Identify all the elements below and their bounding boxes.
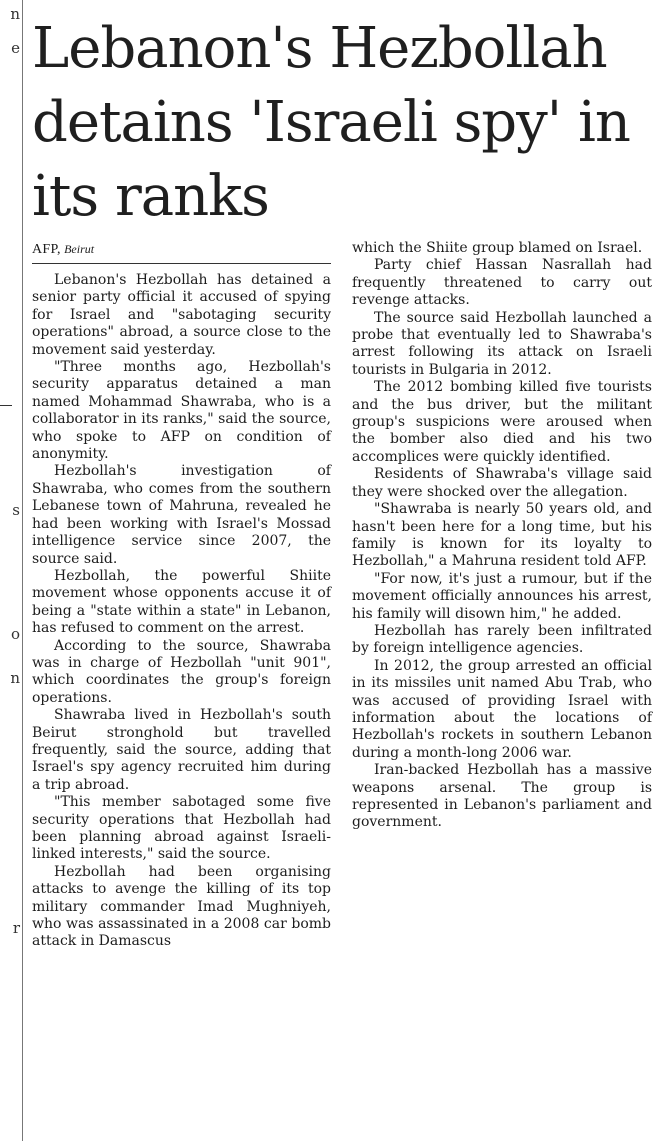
body-paragraph: Party chief Hassan Nasrallah had frequently threatened to carry out revenge attacks. bbox=[352, 257, 652, 309]
body-paragraph: Hezbollah had been organising attacks to avenge the killing of its top military commander Imad Mughniyeh, who was assassinated in a 2008 car bomb attack in Damascus bbox=[32, 863, 331, 950]
body-paragraph: Hezbollah's investigation of Shawraba, who comes from the southern Lebanese town of Mahruna, revealed he had been working with Israel's Mossad intelligence service since 2007, the source said. bbox=[32, 463, 331, 567]
edge-letter: n bbox=[10, 5, 20, 23]
byline bbox=[32, 238, 331, 264]
body-paragraph: The 2012 bombing killed five tourists and the bus driver, but the militant group's suspicions were aroused when the bomber also died and his two accomplices were quickly identified. bbox=[352, 379, 652, 465]
adjacent-column-fragment bbox=[0, 0, 23, 1141]
body-paragraph: Lebanon's Hezbollah has detained a senior party official it accused of spying for Israel and "sabotaging security operations" abroad, a source close to the movement said yesterday. bbox=[32, 272, 331, 358]
body-paragraph: Iran-backed Hezbollah has a massive weapons arsenal. The group is represented in Lebanon's parliament and government. bbox=[352, 762, 652, 831]
edge-letter: s bbox=[12, 501, 20, 519]
body-paragraph: "Three months ago, Hezbollah's security apparatus detained a man named Mohammad Shawraba, who is a collaborator in its ranks," said the source, who spoke to AFP on condition of anonymity. bbox=[32, 359, 331, 463]
headline: Lebanon's Hezbollah detains 'Israeli spy' in its ranks bbox=[32, 16, 630, 229]
byline-dateline: Beirut bbox=[64, 242, 95, 256]
edge-letter: o bbox=[10, 625, 20, 643]
body-paragraph: Shawraba lived in Hezbollah's south Beirut stronghold but travelled frequently, said the source, adding that Israel's spy agency recruited him during a trip abroad. bbox=[32, 707, 331, 793]
body-paragraph: Residents of Shawraba's village said they were shocked over the allegation. bbox=[352, 466, 652, 500]
body-paragraph: "This member sabotaged some five security operations that Hezbollah had been planning abroad against Israeli-linked interests," said the source. bbox=[32, 794, 331, 863]
edge-letter: r bbox=[12, 919, 20, 937]
edge-letter: e bbox=[11, 39, 20, 57]
body-paragraph: "Shawraba is nearly 50 years old, and hasn't been here for a long time, but his family is known for its loyalty to Hezbollah," a Mahruna resident told AFP. bbox=[352, 501, 652, 570]
body-paragraph: The source said Hezbollah launched a probe that eventually led to Shawraba's arrest following its attack on Israeli tourists in Bulgaria in 2012. bbox=[352, 309, 652, 378]
edge-divider bbox=[0, 405, 12, 406]
body-paragraph: which the Shiite group blamed on Israel. bbox=[352, 240, 643, 256]
body-paragraph: "For now, it's just a rumour, but if the movement officially announces his arrest, his family will disown him," he added. bbox=[352, 570, 652, 622]
edge-letter: n bbox=[10, 669, 20, 687]
body-paragraph: Hezbollah, the powerful Shiite movement whose opponents accuse it of being a "state within a state" in Lebanon, has refused to comment on the arrest. bbox=[32, 567, 331, 637]
article-column-1 bbox=[32, 238, 331, 951]
article-column-2 bbox=[352, 240, 652, 832]
byline-agency: AFP, bbox=[32, 242, 61, 257]
body-paragraph: In 2012, the group arrested an official in its missiles unit named Abu Trab, who was accused of providing Israel with information about the locations of Hezbollah's rockets in southern Lebanon during a month-long 2006 war. bbox=[352, 657, 652, 761]
body-paragraph: Hezbollah has rarely been infiltrated by foreign intelligence agencies. bbox=[352, 622, 652, 657]
body-paragraph: According to the source, Shawraba was in charge of Hezbollah "unit 901", which coordinates the group's foreign operations. bbox=[32, 637, 331, 706]
